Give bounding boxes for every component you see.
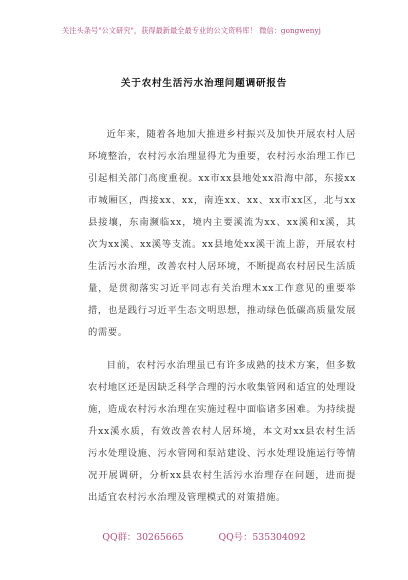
document-title: 关于农村生活污水治理问题调研报告: [120, 78, 288, 89]
footer-qq-number: QQ号：535304092: [218, 532, 306, 543]
header-promo-note: 关注头条号"公文研究"，获得最新最全最专业的公文资料库！ 微信：gongwenyj: [62, 26, 321, 35]
footer-contact: [0, 532, 408, 544]
document-body: [88, 124, 356, 509]
body-paragraph: 近年来，随着各地加大推进乡村振兴及加快开展农村人居环境整治，农村污水治理显得尤为重要，农村污水治理工作已引起相关部门高度重视。xx市xx县地处xx沿海中部，东接xx市城厢区，西接xx、xx，南连xx、xx、xx市xx区，北与xx县接壤，东南濒临xx，境内主要溪流为xx、xx溪和x溪，其次为xx溪、xx溪等支流。xx县地处xx溪干流上游，开展农村生活污水治理，改善农村人居环境，不断提高农村居民生活质量，是贯彻落实习近平同志有关治理木xx工作意见的重要举措，也是践行习近平生态文明思想，推动绿色低碳高质量发展的需要。: [88, 129, 356, 338]
body-paragraph: 目前，农村污水治理虽已有许多成熟的技术方案，但多数农村地区还是因缺乏科学合理的污水收集管网和适宜的处理设施，造成农村污水治理在实施过程中面临诸多困难。为持续提升xx溪水质，有效改善农村人居环境，本文对xx县农村生活污水处理设施、污水管网和泵站建设、污水处理设施运行等情况开展调研，分析xx县农村生活污水治理存在问题，进而提出适宜农村污水治理及管理模式的对策措施。: [88, 360, 356, 503]
footer-qq-group: QQ群：30265665: [102, 532, 184, 543]
